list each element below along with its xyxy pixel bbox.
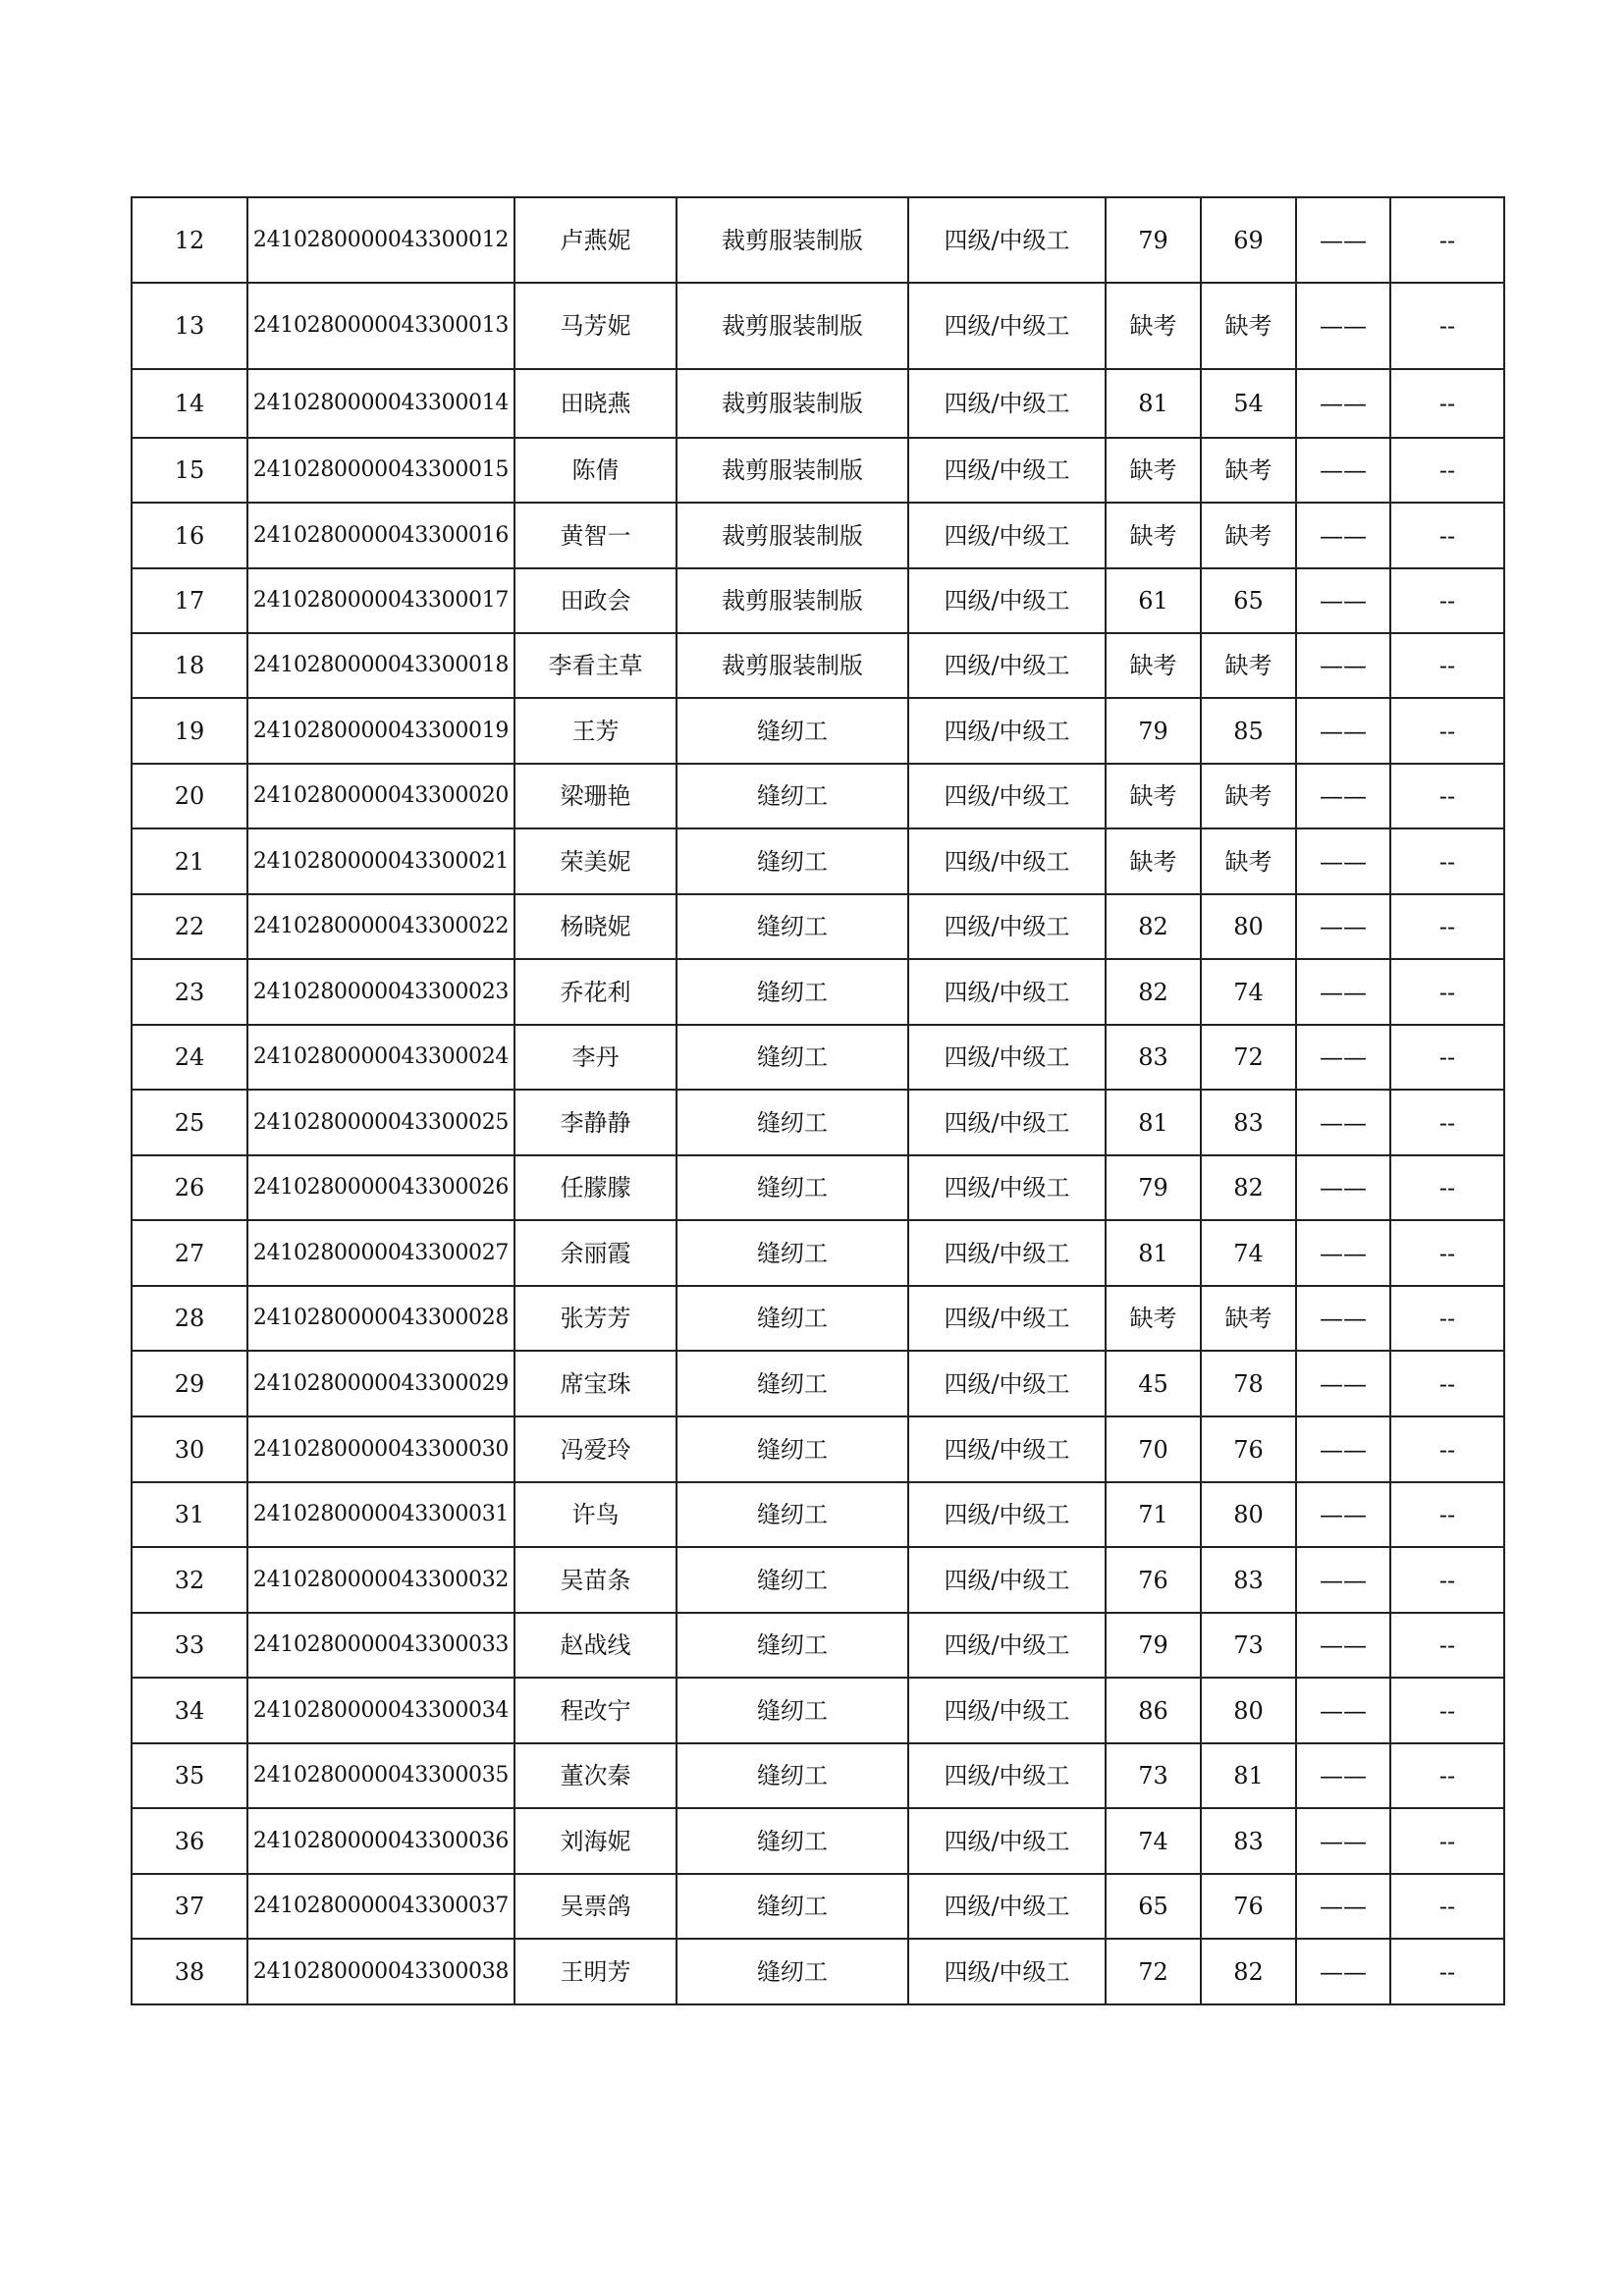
column-9-cell: -- bbox=[1390, 283, 1504, 369]
table-row bbox=[132, 503, 1504, 568]
score-1-cell: 61 bbox=[1106, 568, 1201, 633]
score-1-cell: 缺考 bbox=[1106, 633, 1201, 698]
trade-cell: 缝纫工 bbox=[677, 764, 908, 828]
row-number-cell: 35 bbox=[132, 1743, 247, 1808]
column-9-cell: -- bbox=[1390, 503, 1504, 568]
level-cell: 四级/中级工 bbox=[908, 438, 1106, 503]
column-9-cell: -- bbox=[1390, 438, 1504, 503]
score-2-cell: 缺考 bbox=[1201, 828, 1296, 894]
column-8-cell: —— bbox=[1296, 828, 1390, 894]
level-cell: 四级/中级工 bbox=[908, 1220, 1106, 1286]
column-8-cell: —— bbox=[1296, 1547, 1390, 1613]
trade-cell: 缝纫工 bbox=[677, 1025, 908, 1090]
column-8-cell: —— bbox=[1296, 283, 1390, 369]
score-1-cell: 71 bbox=[1106, 1482, 1201, 1547]
column-9-cell: -- bbox=[1390, 1025, 1504, 1090]
column-9-cell: -- bbox=[1390, 1678, 1504, 1743]
table-row bbox=[132, 1678, 1504, 1743]
table-row bbox=[132, 1351, 1504, 1416]
score-2-cell: 83 bbox=[1201, 1808, 1296, 1874]
score-2-cell: 80 bbox=[1201, 1678, 1296, 1743]
trade-cell: 缝纫工 bbox=[677, 828, 908, 894]
level-cell: 四级/中级工 bbox=[908, 1155, 1106, 1220]
level-cell: 四级/中级工 bbox=[908, 1808, 1106, 1874]
level-cell: 四级/中级工 bbox=[908, 568, 1106, 633]
name-cell: 刘海妮 bbox=[514, 1808, 677, 1874]
row-number-cell: 16 bbox=[132, 503, 247, 568]
trade-cell: 缝纫工 bbox=[677, 959, 908, 1025]
level-cell: 四级/中级工 bbox=[908, 894, 1106, 959]
name-cell: 任朦朦 bbox=[514, 1155, 677, 1220]
score-2-cell: 78 bbox=[1201, 1351, 1296, 1416]
name-cell: 余丽霞 bbox=[514, 1220, 677, 1286]
row-number-cell: 25 bbox=[132, 1090, 247, 1155]
column-9-cell: -- bbox=[1390, 1155, 1504, 1220]
column-8-cell: —— bbox=[1296, 1613, 1390, 1678]
column-8-cell: —— bbox=[1296, 1220, 1390, 1286]
table-row bbox=[132, 1220, 1504, 1286]
trade-cell: 缝纫工 bbox=[677, 1416, 908, 1482]
level-cell: 四级/中级工 bbox=[908, 1351, 1106, 1416]
exam-id-cell: 2410280000043300016 bbox=[247, 503, 514, 568]
score-2-cell: 82 bbox=[1201, 1155, 1296, 1220]
score-1-cell: 79 bbox=[1106, 1613, 1201, 1678]
exam-id-cell: 2410280000043300035 bbox=[247, 1743, 514, 1808]
column-9-cell: -- bbox=[1390, 894, 1504, 959]
score-1-cell: 76 bbox=[1106, 1547, 1201, 1613]
column-9-cell: -- bbox=[1390, 1482, 1504, 1547]
score-2-cell: 缺考 bbox=[1201, 283, 1296, 369]
level-cell: 四级/中级工 bbox=[908, 633, 1106, 698]
row-number-cell: 18 bbox=[132, 633, 247, 698]
name-cell: 陈倩 bbox=[514, 438, 677, 503]
score-2-cell: 缺考 bbox=[1201, 438, 1296, 503]
row-number-cell: 12 bbox=[132, 197, 247, 283]
exam-id-cell: 2410280000043300033 bbox=[247, 1613, 514, 1678]
trade-cell: 缝纫工 bbox=[677, 1613, 908, 1678]
exam-id-cell: 2410280000043300029 bbox=[247, 1351, 514, 1416]
table-row bbox=[132, 764, 1504, 828]
name-cell: 梁珊艳 bbox=[514, 764, 677, 828]
table-row bbox=[132, 283, 1504, 369]
exam-id-cell: 2410280000043300034 bbox=[247, 1678, 514, 1743]
column-8-cell: —— bbox=[1296, 1155, 1390, 1220]
score-2-cell: 81 bbox=[1201, 1743, 1296, 1808]
table-body bbox=[132, 197, 1504, 2004]
level-cell: 四级/中级工 bbox=[908, 698, 1106, 764]
name-cell: 吴苗条 bbox=[514, 1547, 677, 1613]
score-1-cell: 缺考 bbox=[1106, 764, 1201, 828]
trade-cell: 裁剪服装制版 bbox=[677, 369, 908, 438]
trade-cell: 缝纫工 bbox=[677, 1808, 908, 1874]
score-1-cell: 79 bbox=[1106, 1155, 1201, 1220]
table-row bbox=[132, 1286, 1504, 1351]
name-cell: 程改宁 bbox=[514, 1678, 677, 1743]
trade-cell: 缝纫工 bbox=[677, 1351, 908, 1416]
column-8-cell: —— bbox=[1296, 633, 1390, 698]
column-9-cell: -- bbox=[1390, 1808, 1504, 1874]
score-1-cell: 81 bbox=[1106, 369, 1201, 438]
exam-id-cell: 2410280000043300028 bbox=[247, 1286, 514, 1351]
row-number-cell: 15 bbox=[132, 438, 247, 503]
score-2-cell: 缺考 bbox=[1201, 503, 1296, 568]
level-cell: 四级/中级工 bbox=[908, 959, 1106, 1025]
exam-id-cell: 2410280000043300012 bbox=[247, 197, 514, 283]
column-8-cell: —— bbox=[1296, 1090, 1390, 1155]
score-2-cell: 69 bbox=[1201, 197, 1296, 283]
column-9-cell: -- bbox=[1390, 1939, 1504, 2004]
row-number-cell: 26 bbox=[132, 1155, 247, 1220]
column-8-cell: —— bbox=[1296, 369, 1390, 438]
column-9-cell: -- bbox=[1390, 1874, 1504, 1939]
exam-id-cell: 2410280000043300032 bbox=[247, 1547, 514, 1613]
column-8-cell: —— bbox=[1296, 1416, 1390, 1482]
row-number-cell: 21 bbox=[132, 828, 247, 894]
score-2-cell: 54 bbox=[1201, 369, 1296, 438]
trade-cell: 缝纫工 bbox=[677, 1874, 908, 1939]
column-8-cell: —— bbox=[1296, 1025, 1390, 1090]
trade-cell: 缝纫工 bbox=[677, 1939, 908, 2004]
row-number-cell: 28 bbox=[132, 1286, 247, 1351]
table-row bbox=[132, 959, 1504, 1025]
column-9-cell: -- bbox=[1390, 764, 1504, 828]
name-cell: 许鸟 bbox=[514, 1482, 677, 1547]
trade-cell: 裁剪服装制版 bbox=[677, 197, 908, 283]
table-row bbox=[132, 438, 1504, 503]
column-8-cell: —— bbox=[1296, 197, 1390, 283]
score-2-cell: 65 bbox=[1201, 568, 1296, 633]
score-1-cell: 65 bbox=[1106, 1874, 1201, 1939]
column-9-cell: -- bbox=[1390, 1220, 1504, 1286]
column-8-cell: —— bbox=[1296, 1743, 1390, 1808]
exam-id-cell: 2410280000043300025 bbox=[247, 1090, 514, 1155]
level-cell: 四级/中级工 bbox=[908, 1874, 1106, 1939]
score-1-cell: 79 bbox=[1106, 698, 1201, 764]
trade-cell: 裁剪服装制版 bbox=[677, 283, 908, 369]
column-8-cell: —— bbox=[1296, 698, 1390, 764]
trade-cell: 缝纫工 bbox=[677, 1090, 908, 1155]
name-cell: 马芳妮 bbox=[514, 283, 677, 369]
table-row bbox=[132, 1874, 1504, 1939]
column-9-cell: -- bbox=[1390, 1743, 1504, 1808]
row-number-cell: 17 bbox=[132, 568, 247, 633]
row-number-cell: 31 bbox=[132, 1482, 247, 1547]
name-cell: 卢燕妮 bbox=[514, 197, 677, 283]
column-8-cell: —— bbox=[1296, 959, 1390, 1025]
exam-id-cell: 2410280000043300013 bbox=[247, 283, 514, 369]
column-8-cell: —— bbox=[1296, 438, 1390, 503]
score-1-cell: 82 bbox=[1106, 959, 1201, 1025]
exam-id-cell: 2410280000043300030 bbox=[247, 1416, 514, 1482]
row-number-cell: 36 bbox=[132, 1808, 247, 1874]
level-cell: 四级/中级工 bbox=[908, 369, 1106, 438]
column-8-cell: —— bbox=[1296, 568, 1390, 633]
score-1-cell: 73 bbox=[1106, 1743, 1201, 1808]
trade-cell: 裁剪服装制版 bbox=[677, 503, 908, 568]
table-row bbox=[132, 1743, 1504, 1808]
name-cell: 黄智一 bbox=[514, 503, 677, 568]
exam-id-cell: 2410280000043300031 bbox=[247, 1482, 514, 1547]
row-number-cell: 37 bbox=[132, 1874, 247, 1939]
column-9-cell: -- bbox=[1390, 369, 1504, 438]
level-cell: 四级/中级工 bbox=[908, 1613, 1106, 1678]
row-number-cell: 13 bbox=[132, 283, 247, 369]
trade-cell: 缝纫工 bbox=[677, 1547, 908, 1613]
trade-cell: 缝纫工 bbox=[677, 1743, 908, 1808]
score-2-cell: 83 bbox=[1201, 1090, 1296, 1155]
score-1-cell: 83 bbox=[1106, 1025, 1201, 1090]
score-1-cell: 82 bbox=[1106, 894, 1201, 959]
exam-id-cell: 2410280000043300023 bbox=[247, 959, 514, 1025]
score-2-cell: 72 bbox=[1201, 1025, 1296, 1090]
column-8-cell: —— bbox=[1296, 1678, 1390, 1743]
score-1-cell: 72 bbox=[1106, 1939, 1201, 2004]
exam-id-cell: 2410280000043300017 bbox=[247, 568, 514, 633]
table-row bbox=[132, 1416, 1504, 1482]
trade-cell: 缝纫工 bbox=[677, 894, 908, 959]
score-2-cell: 缺考 bbox=[1201, 633, 1296, 698]
name-cell: 董次秦 bbox=[514, 1743, 677, 1808]
column-8-cell: —— bbox=[1296, 1808, 1390, 1874]
table-row bbox=[132, 1482, 1504, 1547]
column-9-cell: -- bbox=[1390, 197, 1504, 283]
trade-cell: 缝纫工 bbox=[677, 1155, 908, 1220]
score-2-cell: 83 bbox=[1201, 1547, 1296, 1613]
table-row bbox=[132, 633, 1504, 698]
column-8-cell: —— bbox=[1296, 1939, 1390, 2004]
column-9-cell: -- bbox=[1390, 568, 1504, 633]
table-row bbox=[132, 828, 1504, 894]
row-number-cell: 34 bbox=[132, 1678, 247, 1743]
name-cell: 李看主草 bbox=[514, 633, 677, 698]
level-cell: 四级/中级工 bbox=[908, 503, 1106, 568]
table-row bbox=[132, 894, 1504, 959]
row-number-cell: 29 bbox=[132, 1351, 247, 1416]
exam-id-cell: 2410280000043300018 bbox=[247, 633, 514, 698]
trade-cell: 裁剪服装制版 bbox=[677, 633, 908, 698]
row-number-cell: 14 bbox=[132, 369, 247, 438]
name-cell: 王明芳 bbox=[514, 1939, 677, 2004]
exam-id-cell: 2410280000043300015 bbox=[247, 438, 514, 503]
exam-id-cell: 2410280000043300026 bbox=[247, 1155, 514, 1220]
trade-cell: 缝纫工 bbox=[677, 1220, 908, 1286]
name-cell: 吴票鸽 bbox=[514, 1874, 677, 1939]
score-1-cell: 81 bbox=[1106, 1220, 1201, 1286]
name-cell: 乔花利 bbox=[514, 959, 677, 1025]
table-row bbox=[132, 1547, 1504, 1613]
score-2-cell: 80 bbox=[1201, 894, 1296, 959]
score-2-cell: 85 bbox=[1201, 698, 1296, 764]
column-9-cell: -- bbox=[1390, 633, 1504, 698]
table-row bbox=[132, 698, 1504, 764]
name-cell: 荣美妮 bbox=[514, 828, 677, 894]
column-8-cell: —— bbox=[1296, 1351, 1390, 1416]
name-cell: 李静静 bbox=[514, 1090, 677, 1155]
table-row bbox=[132, 197, 1504, 283]
score-2-cell: 74 bbox=[1201, 959, 1296, 1025]
level-cell: 四级/中级工 bbox=[908, 1678, 1106, 1743]
score-2-cell: 缺考 bbox=[1201, 1286, 1296, 1351]
column-8-cell: —— bbox=[1296, 1874, 1390, 1939]
exam-id-cell: 2410280000043300019 bbox=[247, 698, 514, 764]
level-cell: 四级/中级工 bbox=[908, 1547, 1106, 1613]
name-cell: 冯爱玲 bbox=[514, 1416, 677, 1482]
level-cell: 四级/中级工 bbox=[908, 1939, 1106, 2004]
exam-id-cell: 2410280000043300020 bbox=[247, 764, 514, 828]
score-1-cell: 缺考 bbox=[1106, 438, 1201, 503]
score-1-cell: 70 bbox=[1106, 1416, 1201, 1482]
table-row bbox=[132, 568, 1504, 633]
row-number-cell: 24 bbox=[132, 1025, 247, 1090]
table-row bbox=[132, 1155, 1504, 1220]
column-9-cell: -- bbox=[1390, 1351, 1504, 1416]
exam-id-cell: 2410280000043300038 bbox=[247, 1939, 514, 2004]
level-cell: 四级/中级工 bbox=[908, 1286, 1106, 1351]
row-number-cell: 27 bbox=[132, 1220, 247, 1286]
name-cell: 张芳芳 bbox=[514, 1286, 677, 1351]
column-9-cell: -- bbox=[1390, 959, 1504, 1025]
column-8-cell: —— bbox=[1296, 894, 1390, 959]
exam-id-cell: 2410280000043300036 bbox=[247, 1808, 514, 1874]
score-1-cell: 45 bbox=[1106, 1351, 1201, 1416]
row-number-cell: 30 bbox=[132, 1416, 247, 1482]
name-cell: 李丹 bbox=[514, 1025, 677, 1090]
row-number-cell: 33 bbox=[132, 1613, 247, 1678]
score-1-cell: 74 bbox=[1106, 1808, 1201, 1874]
level-cell: 四级/中级工 bbox=[908, 197, 1106, 283]
level-cell: 四级/中级工 bbox=[908, 283, 1106, 369]
column-9-cell: -- bbox=[1390, 1416, 1504, 1482]
trade-cell: 裁剪服装制版 bbox=[677, 438, 908, 503]
exam-id-cell: 2410280000043300014 bbox=[247, 369, 514, 438]
name-cell: 席宝珠 bbox=[514, 1351, 677, 1416]
column-9-cell: -- bbox=[1390, 828, 1504, 894]
level-cell: 四级/中级工 bbox=[908, 764, 1106, 828]
level-cell: 四级/中级工 bbox=[908, 1090, 1106, 1155]
row-number-cell: 38 bbox=[132, 1939, 247, 2004]
level-cell: 四级/中级工 bbox=[908, 1416, 1106, 1482]
column-8-cell: —— bbox=[1296, 764, 1390, 828]
table-row bbox=[132, 369, 1504, 438]
row-number-cell: 22 bbox=[132, 894, 247, 959]
name-cell: 田晓燕 bbox=[514, 369, 677, 438]
column-9-cell: -- bbox=[1390, 1547, 1504, 1613]
trade-cell: 缝纫工 bbox=[677, 698, 908, 764]
table-row bbox=[132, 1090, 1504, 1155]
score-1-cell: 缺考 bbox=[1106, 503, 1201, 568]
column-9-cell: -- bbox=[1390, 1286, 1504, 1351]
score-2-cell: 缺考 bbox=[1201, 764, 1296, 828]
exam-id-cell: 2410280000043300027 bbox=[247, 1220, 514, 1286]
name-cell: 田政会 bbox=[514, 568, 677, 633]
score-table bbox=[131, 196, 1505, 2005]
exam-id-cell: 2410280000043300024 bbox=[247, 1025, 514, 1090]
name-cell: 王芳 bbox=[514, 698, 677, 764]
exam-id-cell: 2410280000043300037 bbox=[247, 1874, 514, 1939]
row-number-cell: 19 bbox=[132, 698, 247, 764]
level-cell: 四级/中级工 bbox=[908, 1025, 1106, 1090]
name-cell: 赵战线 bbox=[514, 1613, 677, 1678]
trade-cell: 缝纫工 bbox=[677, 1678, 908, 1743]
trade-cell: 缝纫工 bbox=[677, 1286, 908, 1351]
table-row bbox=[132, 1808, 1504, 1874]
column-8-cell: —— bbox=[1296, 1286, 1390, 1351]
score-1-cell: 86 bbox=[1106, 1678, 1201, 1743]
level-cell: 四级/中级工 bbox=[908, 1743, 1106, 1808]
score-2-cell: 76 bbox=[1201, 1874, 1296, 1939]
score-1-cell: 缺考 bbox=[1106, 283, 1201, 369]
score-2-cell: 74 bbox=[1201, 1220, 1296, 1286]
exam-id-cell: 2410280000043300021 bbox=[247, 828, 514, 894]
table-row bbox=[132, 1939, 1504, 2004]
score-2-cell: 82 bbox=[1201, 1939, 1296, 2004]
exam-id-cell: 2410280000043300022 bbox=[247, 894, 514, 959]
column-9-cell: -- bbox=[1390, 1613, 1504, 1678]
column-9-cell: -- bbox=[1390, 1090, 1504, 1155]
score-2-cell: 80 bbox=[1201, 1482, 1296, 1547]
row-number-cell: 20 bbox=[132, 764, 247, 828]
column-9-cell: -- bbox=[1390, 698, 1504, 764]
score-1-cell: 缺考 bbox=[1106, 1286, 1201, 1351]
score-2-cell: 76 bbox=[1201, 1416, 1296, 1482]
column-8-cell: —— bbox=[1296, 1482, 1390, 1547]
score-1-cell: 79 bbox=[1106, 197, 1201, 283]
level-cell: 四级/中级工 bbox=[908, 1482, 1106, 1547]
table-row bbox=[132, 1025, 1504, 1090]
level-cell: 四级/中级工 bbox=[908, 828, 1106, 894]
table-row bbox=[132, 1613, 1504, 1678]
row-number-cell: 32 bbox=[132, 1547, 247, 1613]
trade-cell: 裁剪服装制版 bbox=[677, 568, 908, 633]
score-1-cell: 缺考 bbox=[1106, 828, 1201, 894]
trade-cell: 缝纫工 bbox=[677, 1482, 908, 1547]
name-cell: 杨晓妮 bbox=[514, 894, 677, 959]
score-1-cell: 81 bbox=[1106, 1090, 1201, 1155]
row-number-cell: 23 bbox=[132, 959, 247, 1025]
score-2-cell: 73 bbox=[1201, 1613, 1296, 1678]
column-8-cell: —— bbox=[1296, 503, 1390, 568]
